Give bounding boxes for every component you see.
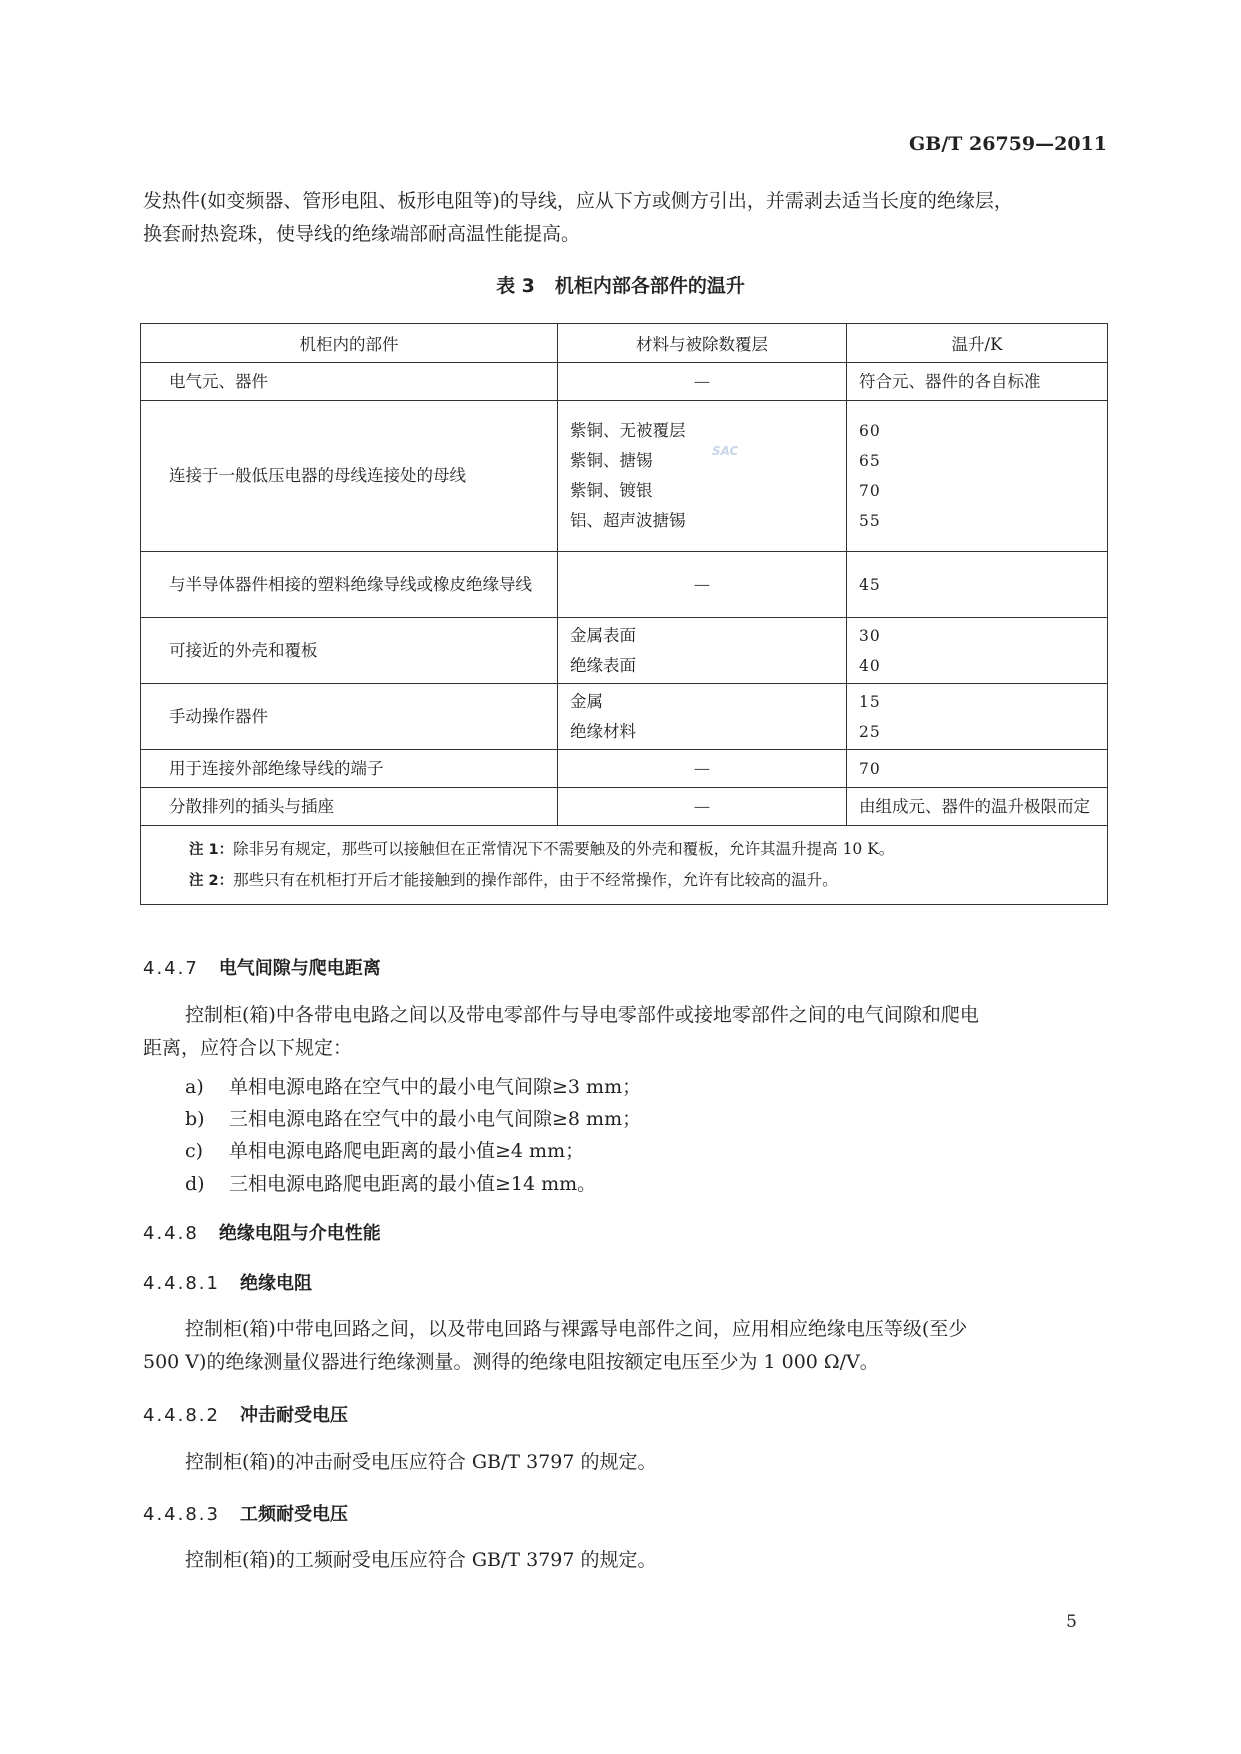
list-item	[185, 1169, 596, 1196]
section-title: 冲击耐受电压	[239, 1405, 348, 1426]
table-note	[189, 834, 1107, 865]
note-text: 除非另有规定，那些可以接触但在正常情况下不需要触及的外壳和覆板，允许其温升提高 10 K。	[233, 840, 895, 858]
cell-part	[141, 401, 558, 552]
table-row	[141, 750, 1108, 788]
body-line: 500 V)的绝缘测量仪器进行绝缘测量。测得的绝缘电阻按额定电压至少为 1 000 Ω/V。	[143, 1351, 879, 1373]
rise-value: 15	[859, 692, 881, 711]
section-4-4-8-2-body	[143, 1446, 1109, 1479]
cell-part-text: 连接于一般低压电器的母线连接处的母线	[169, 466, 466, 485]
list-label: a)	[185, 1076, 204, 1098]
section-number: 4.4.8.1	[143, 1273, 220, 1294]
table-caption-number: 表 3	[496, 275, 535, 297]
table-row	[141, 363, 1108, 401]
section-heading-4-4-7	[143, 954, 381, 980]
section-4-4-8-3-body	[143, 1544, 1109, 1577]
material-line: 绝缘表面	[570, 655, 636, 675]
section-4-4-8-1-body	[143, 1313, 1109, 1379]
list-text: 三相电源电路在空气中的最小电气间隙≥8 mm；	[229, 1108, 642, 1130]
list-label: d)	[185, 1173, 205, 1195]
body-line: 控制柜(箱)中带电回路之间，以及带电回路与裸露导电部件之间，应用相应绝缘电压等级(至少	[185, 1318, 968, 1340]
cell-rise: 45	[847, 552, 1108, 618]
section-title: 工频耐受电压	[239, 1504, 348, 1525]
cell-part	[141, 552, 558, 618]
cell-part-text: 与半导体器件相接的塑料绝缘导线或橡皮绝缘导线	[169, 574, 532, 594]
table-notes-row	[141, 826, 1108, 905]
intro-line-1: 发热件(如变频器、管形电阻、板形电阻等)的导线，应从下方或侧方引出，并需剥去适当长度的绝缘层，	[143, 190, 1013, 212]
rise-value: 65	[859, 452, 881, 470]
sac-watermark: SAC	[712, 444, 739, 458]
section-title: 电气间隙与爬电距离	[218, 958, 381, 979]
table-notes	[141, 826, 1108, 905]
rise-value: 60	[859, 422, 881, 440]
standard-number: GB/T 26759—2011	[909, 133, 1107, 155]
header-rise: 温升/K	[847, 324, 1108, 363]
table-note	[189, 865, 1107, 896]
rise-value: 30	[859, 626, 881, 645]
temperature-rise-table	[140, 323, 1108, 905]
section-heading-4-4-8	[143, 1219, 381, 1245]
intro-line-2: 换套耐热瓷珠，使导线的绝缘端部耐高温性能提高。	[143, 223, 581, 245]
cell-material: —	[558, 750, 847, 788]
cell-material: —	[558, 788, 847, 826]
section-title: 绝缘电阻与介电性能	[218, 1223, 381, 1244]
intro-paragraph	[143, 185, 1109, 251]
cell-rise	[847, 618, 1108, 684]
note-label: 注 2：	[189, 873, 234, 889]
cell-material: —	[558, 363, 847, 401]
section-number: 4.4.8.2	[143, 1405, 220, 1426]
list-label: c)	[185, 1140, 204, 1162]
material-line: 紫铜、搪锡	[570, 451, 653, 470]
section-heading-4-4-8-1	[143, 1269, 312, 1295]
cell-rise: 70	[847, 750, 1108, 788]
table-header-row	[141, 324, 1108, 363]
material-line: 紫铜、镀银	[570, 481, 653, 500]
cell-part: 用于连接外部绝缘导线的端子	[141, 750, 558, 788]
cell-part: 可接近的外壳和覆板	[141, 618, 558, 684]
body-line: 控制柜(箱)的冲击耐受电压应符合 GB/T 3797 的规定。	[185, 1451, 657, 1473]
list-label: b)	[185, 1108, 205, 1130]
list-item	[185, 1136, 584, 1163]
table-row	[141, 618, 1108, 684]
section-heading-4-4-8-2	[143, 1401, 348, 1427]
section-number: 4.4.7	[143, 958, 199, 979]
body-line: 控制柜(箱)的工频耐受电压应符合 GB/T 3797 的规定。	[185, 1549, 657, 1571]
cell-material	[558, 401, 847, 552]
table-row	[141, 788, 1108, 826]
table-row	[141, 552, 1108, 618]
cell-rise	[847, 401, 1108, 552]
table-row	[141, 401, 1108, 552]
cell-material	[558, 684, 847, 750]
rise-value: 55	[859, 512, 881, 530]
rise-value: 40	[859, 656, 881, 675]
table-row	[141, 684, 1108, 750]
material-line: 绝缘材料	[570, 721, 636, 741]
section-heading-4-4-8-3	[143, 1500, 348, 1526]
cell-material: —	[558, 552, 847, 618]
list-item	[185, 1072, 641, 1099]
body-line: 距离，应符合以下规定：	[143, 1037, 353, 1059]
section-number: 4.4.8.3	[143, 1504, 220, 1525]
rise-value: 70	[859, 482, 881, 500]
cell-rise: 由组成元、器件的温升极限而定	[847, 788, 1108, 826]
list-text: 三相电源电路爬电距离的最小值≥14 mm。	[229, 1173, 597, 1195]
section-number: 4.4.8	[143, 1223, 199, 1244]
material-line: 紫铜、无被覆层	[570, 421, 686, 440]
section-title: 绝缘电阻	[239, 1273, 312, 1294]
note-label: 注 1：	[189, 842, 234, 858]
cell-part: 分散排列的插头与插座	[141, 788, 558, 826]
material-line: 金属表面	[570, 625, 636, 645]
note-text: 那些只有在机柜打开后才能接触到的操作部件，由于不经常操作，允许有比较高的温升。	[233, 871, 838, 889]
list-text: 单相电源电路爬电距离的最小值≥4 mm；	[229, 1140, 585, 1162]
material-line: 金属	[570, 691, 603, 711]
list-text: 单相电源电路在空气中的最小电气间隙≥3 mm；	[229, 1076, 642, 1098]
cell-material	[558, 618, 847, 684]
list-item	[185, 1104, 641, 1131]
rise-value: 25	[859, 722, 881, 741]
material-line: 铝、超声波搪锡	[570, 511, 686, 530]
page-number: 5	[1066, 1612, 1077, 1632]
table-caption	[0, 271, 1241, 298]
section-4-4-7-body	[143, 999, 1109, 1065]
cell-part: 手动操作器件	[141, 684, 558, 750]
header-material: 材料与被除数覆层	[558, 324, 847, 363]
cell-rise	[847, 684, 1108, 750]
cell-part: 电气元、器件	[141, 363, 558, 401]
header-part: 机柜内的部件	[141, 324, 558, 363]
table-caption-title: 机柜内部各部件的温升	[554, 275, 745, 297]
body-line: 控制柜(箱)中各带电电路之间以及带电零部件与导电零部件或接地零部件之间的电气间隙和爬电	[185, 1004, 979, 1026]
cell-rise: 符合元、器件的各自标准	[847, 363, 1108, 401]
